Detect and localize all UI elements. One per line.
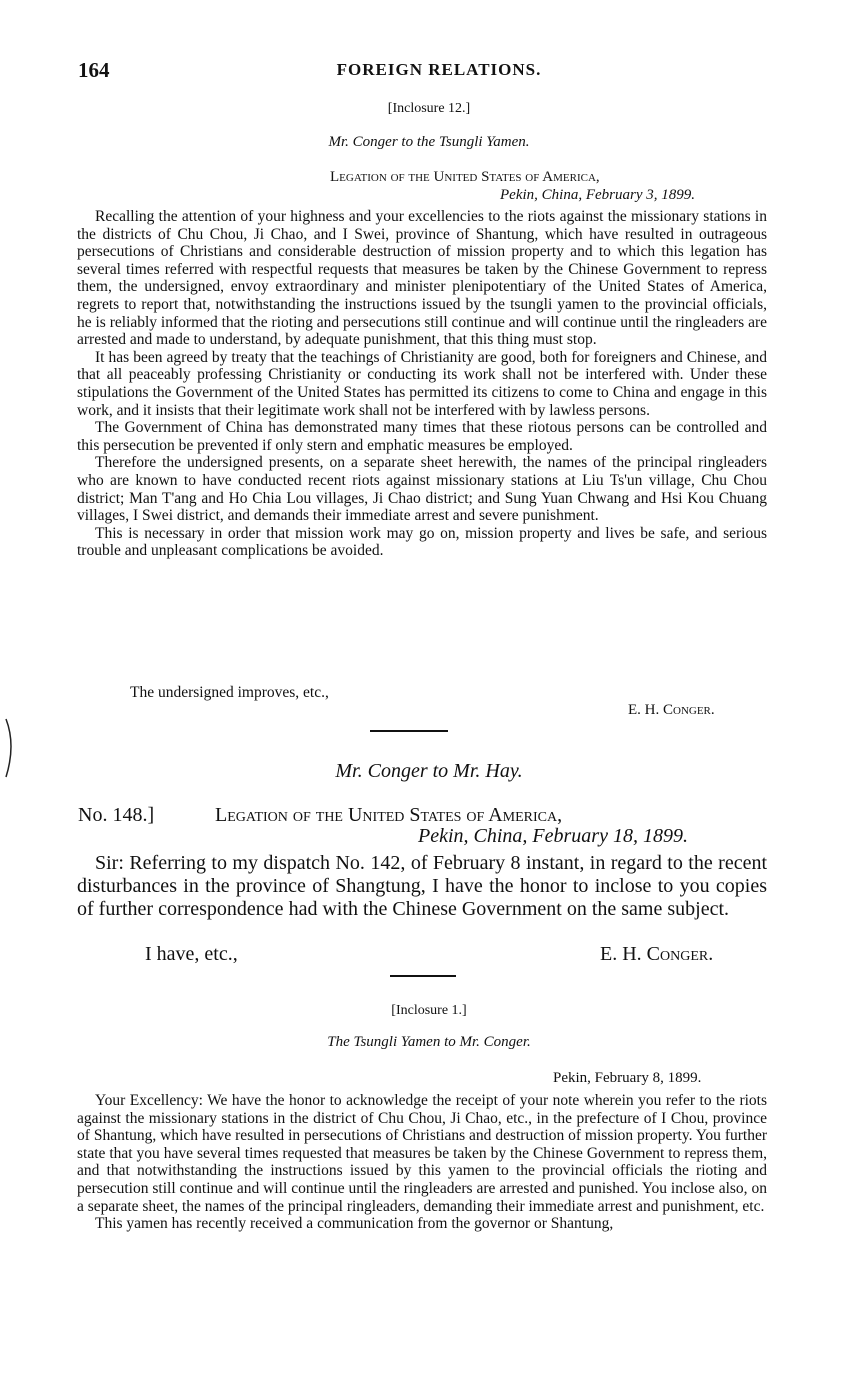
- body-paragraph: This yamen has recently received a communication from the governor or Shantung,: [95, 1215, 614, 1233]
- closing-line: The undersigned improves, etc.,: [130, 684, 329, 701]
- dispatch-number: No. 148.]: [78, 804, 155, 826]
- body-paragraph: It has been agreed by treaty that the teachings of Christianity are good, both for foreigners and Chinese, and that all peaceably professing Christianity or conducting its work shall not be interfered with. Under these stipulations the Government of the United States has permitted its citizens to come to China and engage in this work, and it insists that their legitimate work shall not be interfered with by lawless persons.: [77, 348, 767, 419]
- legation-heading: Legation of the United States of America,: [330, 169, 600, 185]
- legation-heading: Legation of the United States of America,: [215, 804, 563, 826]
- letter-title: The Tsungli Yamen to Mr. Conger.: [327, 1034, 531, 1050]
- letter-title: Mr. Conger to the Tsungli Yamen.: [328, 134, 530, 150]
- body-paragraph: This is necessary in order that mission work may go on, mission property and lives be safe, and serious trouble and unpleasant complications be avoided.: [77, 524, 767, 560]
- page-number: 164: [78, 58, 110, 82]
- letter-body: [77, 1092, 767, 1233]
- signature: E. H. Conger.: [628, 702, 715, 718]
- body-paragraph: Sir: Referring to my dispatch No. 142, of February 8 instant, in regard to the recent disturbances in the province of Shangtung, I have the honor to inclose to you copies of further correspondence had with the Chinese Government on the same subject.: [77, 852, 767, 920]
- section-divider: [390, 975, 456, 977]
- body-paragraph: The Government of China has demonstrated many times that these riotous persons can be controlled and this persecution be prevented if only stern and emphatic measures be employed.: [77, 419, 767, 454]
- closing-line: I have, etc.,: [145, 943, 238, 965]
- letter-date: Pekin, China, February 18, 1899.: [418, 825, 688, 847]
- letter-body: [77, 852, 767, 921]
- signature: E. H. Conger.: [600, 943, 714, 965]
- body-paragraph: Recalling the attention of your highness and your excellencies to the riots against the missionary stations in the districts of Chu Chou, Ji Chao, and I Swei, province of Shantung, which have resulted in outrageous persecutions of Christians and considerable destruction of mission property and to which this legation has several times referred with respectful requests that measures be taken by the Chinese Government to repress them, the undersigned, envoy extraordinary and minister plenipotentiary of the United States of America, regrets to report that, notwithstanding the instructions issued by the tsungli yamen to the provincial officials, he is reliably informed that the rioting and persecutions still continue and will continue until the ringleaders are arrested and made to understand, by adequate punishment, that this thing must stop.: [77, 208, 767, 349]
- letter-body: [77, 208, 767, 560]
- inclosure-label: [Inclosure 1.]: [391, 1003, 467, 1018]
- letter-date: Pekin, China, February 3, 1899.: [500, 187, 695, 203]
- body-paragraph: Therefore the undersigned presents, on a separate sheet herewith, the names of the principal ringleaders who are known to have conducted recent riots against missionary stations at Liu Ts'un village, Chu Chou district; Man T'ang and Ho Chia Lou villages, Ji Chao district; and Sung Yuan Chwang and Hsi Kou Chuang villages, I Swei district, and demands their immediate arrest and severe punishment.: [77, 454, 767, 525]
- inclosure-label: [Inclosure 12.]: [387, 101, 471, 116]
- letter-title: Mr. Conger to Mr. Hay.: [335, 760, 523, 782]
- letter-date: Pekin, February 8, 1899.: [553, 1070, 702, 1086]
- running-title: FOREIGN RELATIONS.: [336, 60, 542, 79]
- section-divider: [370, 730, 448, 732]
- margin-mark-icon: [0, 715, 20, 785]
- body-paragraph: Your Excellency: We have the honor to acknowledge the receipt of your note wherein you refer to the riots against the missionary stations in the district of Chu Chou, Ji Chao, etc., in the prefecture of I Chou, province of Shantung, which have resulted in persecutions of Christians and destruction of mission property. You further state that you have several times requested that measures be taken by the Chinese Government to repress them, and that notwithstanding the instructions issued by this yamen to the provincial officials the rioting and persecution still continue and will continue until the ringleaders are arrested and punished. You inclose also, on a separate sheet, the names of the principal ringleaders, demanding their immediate arrest and punishment, etc.: [77, 1092, 767, 1215]
